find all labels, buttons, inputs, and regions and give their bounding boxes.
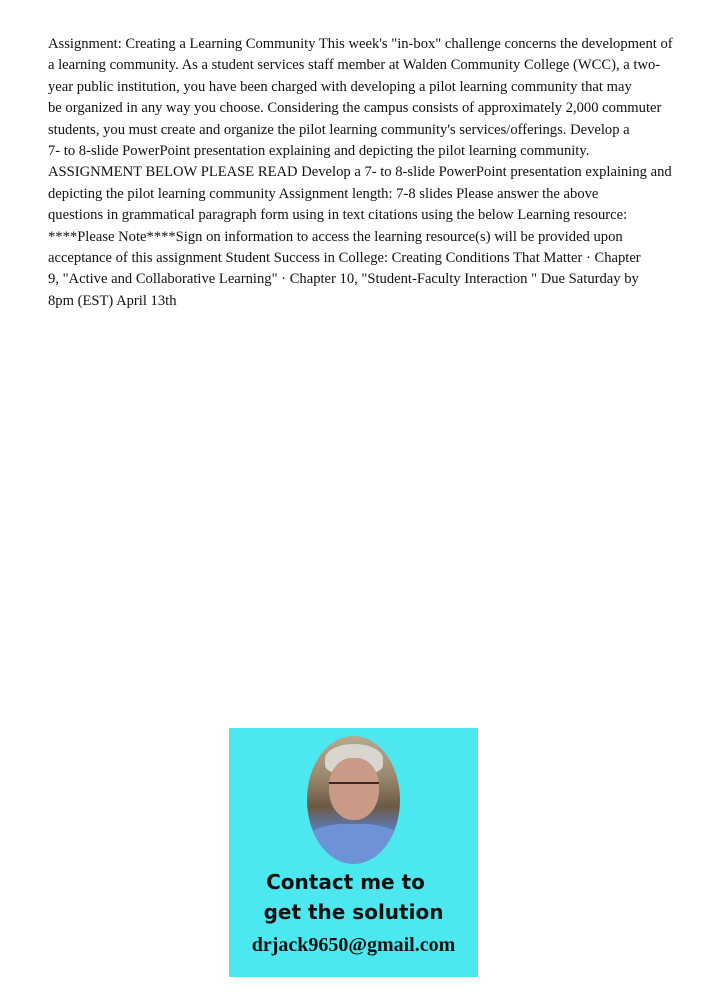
text-line: be organized in any way you choose. Considering the campus consists of approximately 2,000 commuter [48, 100, 662, 117]
text-line: students, you must create and organize the pilot learning community's services/offerings. Develop a [48, 121, 630, 138]
promo-heading-line2: get the solution [263, 900, 444, 924]
text-line: ASSIGNMENT BELOW PLEASE READ Develop a 7- to 8-slide PowerPoint presentation explaining and [48, 164, 672, 181]
text-line: ****Please Note****Sign on information to access the learning resource(s) will be provided upon [48, 228, 623, 245]
text-line: questions in grammatical paragraph form using in text citations using the below Learning resource: [48, 207, 628, 224]
text-line: 8pm (EST) April 13th [48, 292, 177, 309]
text-line: 9, "Active and Collaborative Learning" · Chapter 10, "Student-Faculty Interaction " Due Saturday by [48, 271, 639, 288]
text-line: year public institution, you have been charged with developing a pilot learning community that may [48, 78, 632, 95]
contact-promo-image [229, 728, 478, 977]
assignment-text [48, 34, 673, 312]
text-line: Assignment: Creating a Learning Community This week's "in-box" challenge concerns the development of [48, 36, 673, 52]
portrait-photo [307, 736, 400, 864]
portrait-shirt [307, 824, 400, 864]
text-line: acceptance of this assignment Student Success in College: Creating Conditions That Matter · Chapter [48, 250, 641, 267]
text-line: 7- to 8-slide PowerPoint presentation explaining and depicting the pilot learning community. [48, 143, 590, 160]
promo-heading-line1: Contact me to [266, 870, 425, 894]
portrait-glasses [329, 782, 379, 794]
text-line: depicting the pilot learning community Assignment length: 7-8 slides Please answer the above [48, 185, 599, 202]
promo-email: drjack9650@gmail.com [251, 934, 456, 956]
text-line: a learning community. As a student services staff member at Walden Community College (WCC), a two- [48, 57, 661, 74]
